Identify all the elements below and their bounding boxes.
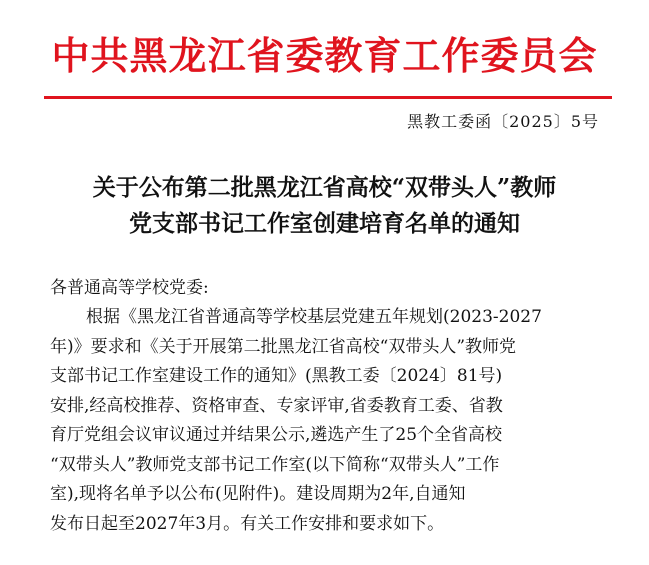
body-line: 支部书记工作室建设工作的通知》(黑教工委〔2024〕81号) <box>50 366 503 386</box>
body-line: 根据《黑龙江省普通高等学校基层党建五年规划(2023-2027 <box>86 307 542 327</box>
salutation: 各普通高等学校党委: <box>50 278 209 298</box>
document-title-line-2: 党支部书记工作室创建培育名单的通知 <box>129 210 520 237</box>
document-title <box>0 170 649 242</box>
issuing-organization-header: 中共黑龙江省委教育工作委员会 <box>51 33 598 78</box>
body-line: 年)》要求和《关于开展第二批黑龙江省高校“双带头人”教师党 <box>50 336 517 357</box>
document-number: 黑教工委函〔2025〕5号 <box>407 112 599 131</box>
body-line: “双带头人”教师党支部书记工作室(以下简称“双带头人”工作 <box>50 454 500 475</box>
body-line: 发布日起至2027年3月。有关工作安排和要求如下。 <box>50 513 445 534</box>
body-line: 育厅党组会议审议通过并结果公示,遴选产生了25个全省高校 <box>50 425 503 445</box>
red-divider-line <box>44 96 612 99</box>
body-line: 室),现将名单予以公布(见附件)。建设周期为2年,自通知 <box>50 484 466 504</box>
document-title-line-1: 关于公布第二批黑龙江省高校“双带头人”教师 <box>92 174 557 201</box>
body-line: 安排,经高校推荐、资格审查、专家评审,省委教育工委、省教 <box>50 395 503 416</box>
body-paragraph <box>50 303 610 539</box>
